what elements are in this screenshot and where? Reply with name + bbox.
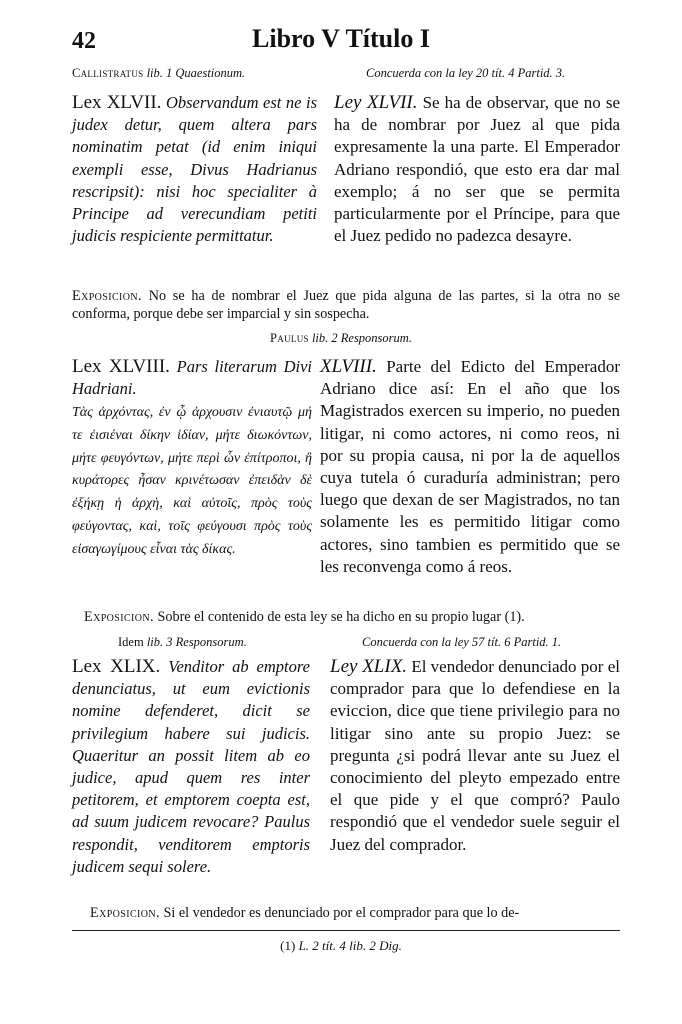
source-reference: lib. 2 Responsorum. (311, 331, 412, 345)
ley-heading: Ley XLVII. (334, 92, 418, 113)
concordance-text: Concuerda con la ley 57 tít. 6 Partid. 1. (362, 635, 562, 649)
source-author: Callistratus (72, 66, 144, 80)
source-reference: lib. 3 Responsorum. (146, 635, 247, 649)
spanish-text: Parte del Edicto del Emperador Adriano dice así: En el año que los Magistrados exercen su imperio, no pueden litigar, ni como actores, ni como reos, ni por su propia causa, ni por la de aquellos cuya tutela ó curaduría administran; pero luego que dexan de ser Magistrados, no tan solamente les es permitido litigar como actores, sino tambien es permitido que se les reconvenga como á reos. (320, 357, 621, 576)
latin-column (72, 92, 317, 247)
footnote-text: L. 2 tít. 4 lib. 2 Dig. (298, 938, 402, 953)
page-number: 42 (72, 28, 96, 54)
spanish-text: El vendedor denunciado por el comprador para que lo defendiese en la eviccion, dice que tiene privilegio para no litigar sino ante su propio Juez: se pregunta ¿si podrá llevar ante su Juez el conocimiento del pleyto empezado entre el que pide y el que compró? Paulo respondió que el vendedor suele seguir el Juez del comprador. (330, 657, 620, 854)
exposicion-paragraph (72, 287, 620, 323)
latin-text: Observandum est ne is judex detur, quem altera pars nominatim petat (id enim iniqui exempli esse, Divus Hadrianus rescripsit): nisi hoc specialiter à Principe ad verecundiam petiti judicis respiciente permittatur. (72, 93, 318, 246)
source-author: Idem (118, 635, 144, 649)
spanish-text: Se ha de observar, que no se ha de nombrar por Juez al que pida expresamente la una parte. El Emperador Adriano respondió, que esto era dar mal exemplo; á no ser que se permita particularmente por el Príncipe, para que el Juez pedido no padezca desayre. (334, 93, 620, 246)
latin-column (72, 656, 310, 878)
source-citation (0, 331, 682, 346)
running-title: Libro V Título I (252, 24, 430, 53)
latin-intro: Pars literarum Divi Hadriani. (72, 357, 312, 399)
ley-heading: XLVIII. (320, 356, 377, 377)
spanish-column (334, 92, 620, 247)
running-header (0, 22, 682, 62)
source-reference: lib. 1 Quaestionum. (146, 66, 246, 80)
concordance-note (366, 66, 565, 81)
latin-text: Venditor ab emptore denunciatus, ut eum evictionis nomine defenderet, dicit se privilegium habere sui judicis. Quaeritur an possit litem ab eo judice, apud quem res inter petitorem, et emptorem coepta est, ad suum judicem revocare? Paulus respondit, venditorem emptoris judicem sequi solere. (72, 657, 311, 876)
exposicion-label: Exposicion. (84, 609, 154, 625)
ley-heading: Ley XLIX. (330, 656, 408, 677)
footnote-divider (72, 930, 620, 931)
source-citation (118, 635, 247, 650)
concordance-note (362, 635, 561, 650)
exposicion-text: Sobre el contenido de esta ley se ha dicho en su propio lugar (1). (157, 609, 525, 625)
footnote-mark: (1) (280, 938, 296, 953)
source-citation (72, 66, 245, 81)
source-author: Paulus (270, 331, 309, 345)
lex-heading: Lex XLVIII. (72, 356, 170, 377)
lex-heading: Lex XLIX. (72, 656, 161, 677)
exposicion-label: Exposicion. (72, 288, 142, 304)
latin-column (72, 356, 312, 400)
footnote (0, 938, 682, 954)
concordance-text: Concuerda con la ley 20 tít. 4 Partid. 3. (366, 66, 566, 80)
spanish-column (320, 356, 620, 578)
spanish-column (330, 656, 620, 856)
greek-text: Τὰς ἀρχόντας, ἐν ᾧ ἀρχουσιν ἐνιαυτῷ μή τε ἐισιέναι δίκην ἰδίαν, μήτε διωκόντων, μήτε φευγόντων, μήτε περὶ ὧν ἐπίτροποι, ἢ κυράτορες ἦσαν κρινέτωσαν ἐπειδὰν δὲ ἐξήκῃ ἡ ἀρχὴ, καὶ αὐτοῖς, πρὸς τοὺς φεύγοντας, καὶ, τοῖς φεύγουσι πρὸς τοὺς εἰσαγωγίμους εἶναι τὰς δίκας. (72, 405, 312, 557)
exposicion-label: Exposicion. (90, 905, 160, 921)
exposicion-text: Si el vendedor es denunciado por el comprador para que lo de- (163, 905, 520, 921)
exposicion-paragraph (84, 608, 620, 626)
exposicion-text: No se ha de nombrar el Juez que pida alguna de las partes, si la otra no se conforma, porque debe ser imparcial y sin sospecha. (72, 288, 620, 322)
exposicion-paragraph (90, 904, 620, 922)
greek-column (72, 402, 312, 562)
lex-heading: Lex XLVII. (72, 92, 162, 113)
